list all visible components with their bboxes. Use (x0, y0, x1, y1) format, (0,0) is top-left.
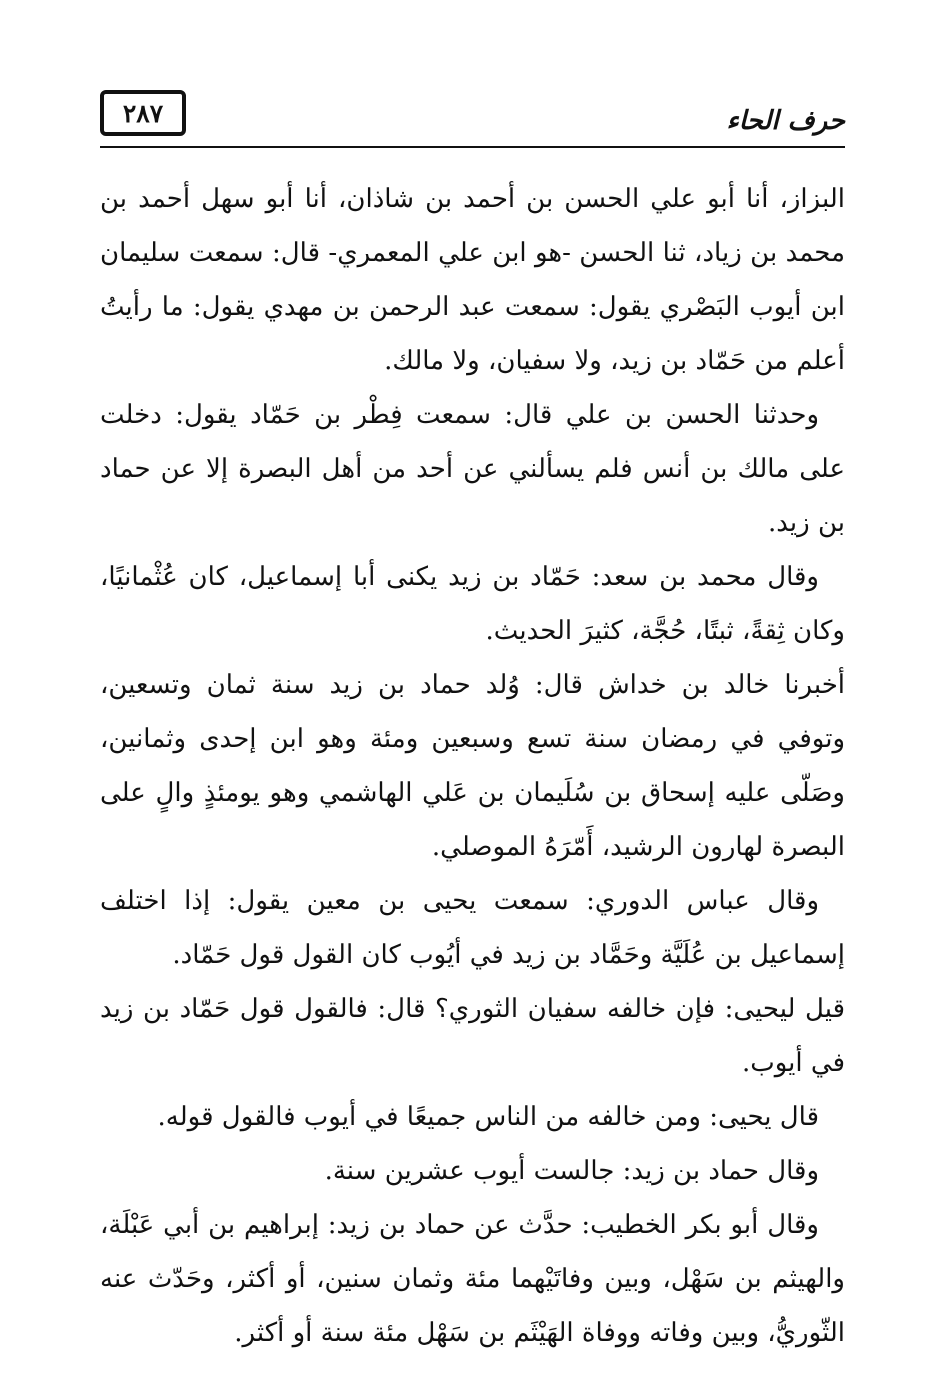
paragraph-9: وقال أبو بكر الخطيب: حدَّث عن حماد بن زيد: إبراهيم بن أبي عَبْلَة، والهيثم بن سَهْل، وبين وفاتَيْهما مئة وثمان سنين، أو أكثر، وحَدّث عنه الثّوريُّ، وبين وفاته ووفاة الهَيْثَم بن سَهْل مئة سنة أو أكثر. (100, 1210, 845, 1348)
paragraph-4: أخبرنا خالد بن خداش قال: وُلد حماد بن زيد سنة ثمان وتسعين، وتوفي في رمضان سنة تسع وسبعين ومئة وهو ابن إحدى وثمانين، وصَلّى عليه إسحاق بن سُلَيمان بن عَلي الهاشمي وهو يومئذٍ والٍ على البصرة لهارون الرشيد، أَمّرَهُ الموصلي. (100, 670, 845, 862)
page-number-box (100, 90, 186, 136)
paragraph-2: وحدثنا الحسن بن علي قال: سمعت فِطْر بن حَمّاد يقول: دخلت على مالك بن أنس فلم يسألني عن أحد من أهل البصرة إلا عن حماد بن زيد. (100, 400, 845, 538)
page-number: ٢٨٧ (122, 98, 164, 128)
paragraph-6: قيل ليحيى: فإن خالفه سفيان الثوري؟ قال: فالقول قول حَمّاد بن زيد في أيوب. (100, 994, 845, 1078)
paragraph-7: قال يحيى: ومن خالفه من الناس جميعًا في أيوب فالقول قوله. (157, 1102, 819, 1132)
paragraph-3: وقال محمد بن سعد: حَمّاد بن زيد يكنى أبا إسماعيل، كان عُثْمانيًا، وكان ثِقةً، ثبتًا، حُجَّة، كثيرَ الحديث. (100, 562, 845, 646)
body-text (100, 172, 845, 1360)
chapter-title: حرف الحاء (726, 106, 845, 136)
paragraph-5: وقال عباس الدوري: سمعت يحيى بن معين يقول: إذا اختلف إسماعيل بن عُلَيَّة وحَمَّاد بن زيد في أيُوب كان القول قول حَمّاد. (100, 886, 845, 970)
paragraph-8: وقال حماد بن زيد: جالست أيوب عشرين سنة. (324, 1156, 819, 1186)
page-header (100, 90, 845, 146)
paragraph-1: البزاز، أنا أبو علي الحسن بن أحمد بن شاذان، أنا أبو سهل أحمد بن محمد بن زياد، ثنا الحسن -هو ابن علي المعمري- قال: سمعت سليمان ابن أيوب البَصْري يقول: سمعت عبد الرحمن بن مهدي يقول: ما رأيتُ أعلم من حَمّاد بن زيد، ولا سفيان، ولا مالك. (100, 184, 845, 376)
header-rule (100, 146, 845, 148)
